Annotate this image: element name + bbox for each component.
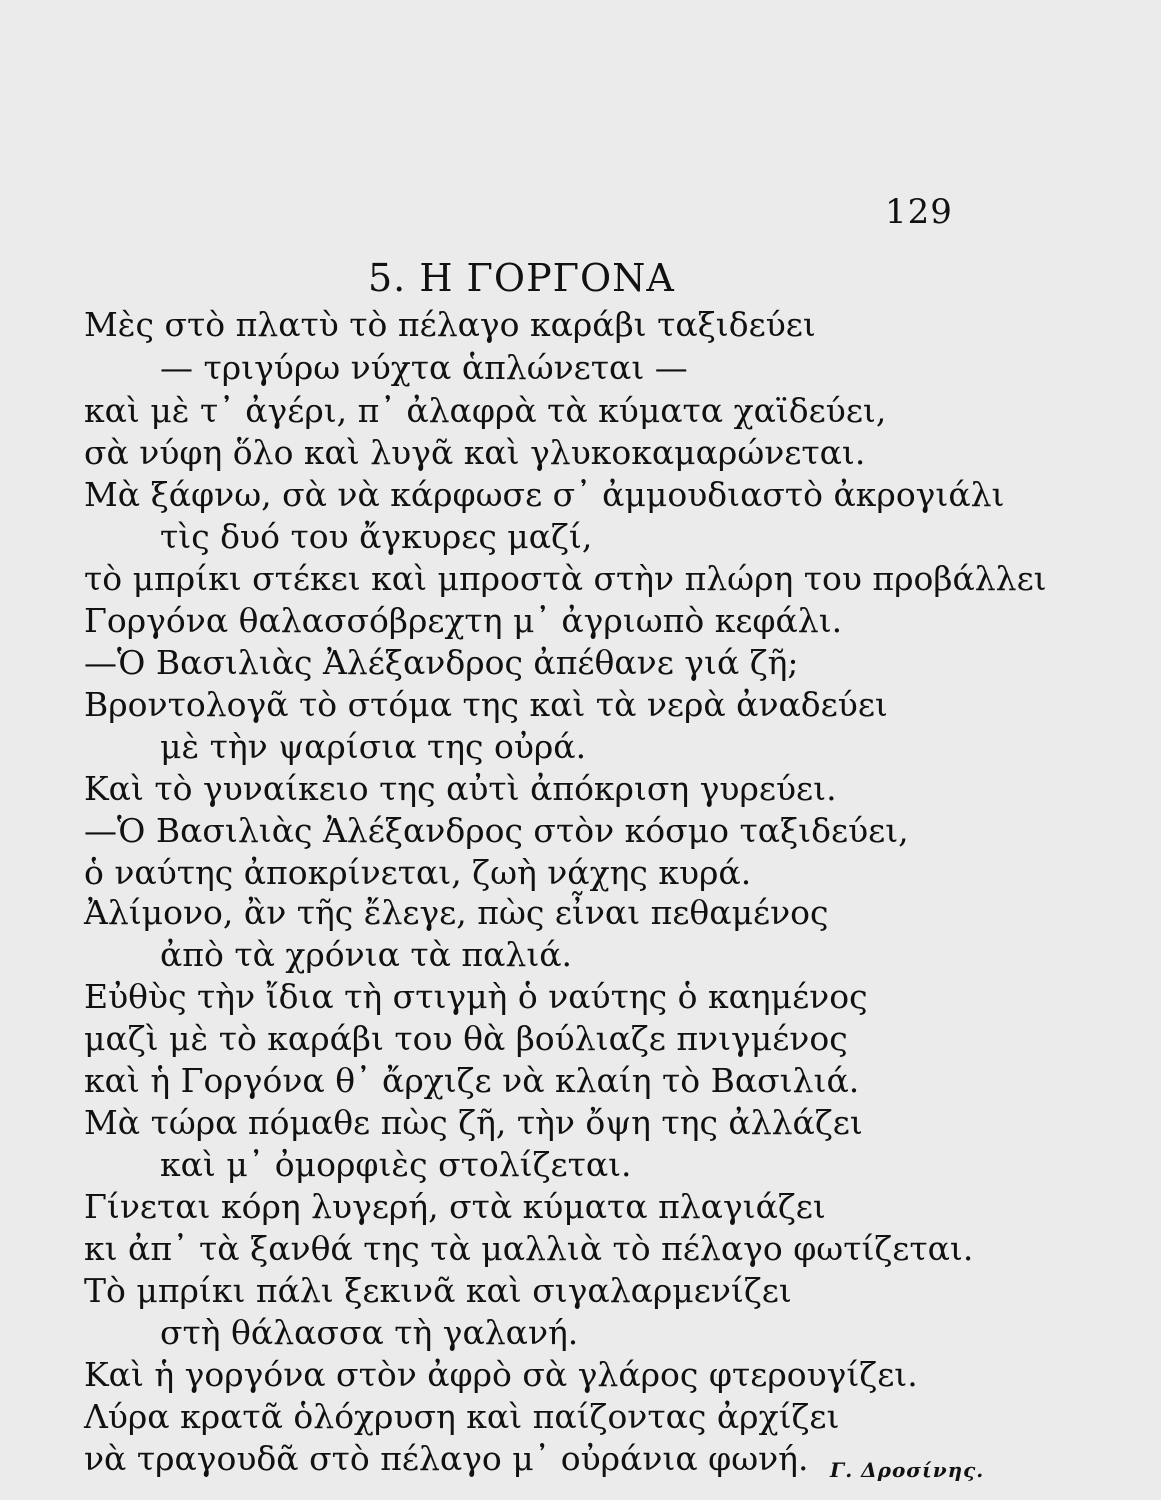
poem-line: Μὲς στὸ πλατὺ τὸ πέλαγο καράβι ταξιδεύει — [84, 305, 816, 344]
poem-line: Μὰ τώρα πόμαθε πὼς ζῆ, τὴν ὄψη της ἀλλάζει — [84, 1103, 863, 1142]
poem-line: Βροντολογᾶ τὸ στόμα της καὶ τὰ νερὰ ἀναδεύει — [84, 685, 888, 724]
poem-line: Καὶ ἡ γοργόνα στὸν ἀφρὸ σὰ γλάρος φτερουγίζει. — [84, 1355, 918, 1394]
poem-line: ὁ ναύτης ἀποκρίνεται, ζωὴ νάχης κυρά. — [84, 853, 752, 892]
poem-line: Καὶ τὸ γυναίκειο της αὐτὶ ἀπόκριση γυρεύει. — [84, 769, 837, 808]
poem-line: μαζὶ μὲ τὸ καράβι του θὰ βούλιαζε πνιγμένος — [84, 1019, 848, 1058]
poem-line: στὴ θάλασσα τὴ γαλανή. — [160, 1313, 579, 1352]
poem-line: — τριγύρω νύχτα ἁπλώνεται — — [160, 348, 688, 387]
page-number: 129 — [885, 192, 953, 232]
poem-line: νὰ τραγουδᾶ στὸ πέλαγο μ᾿ οὐράνια φωνή. — [84, 1439, 809, 1478]
poem-line: Μὰ ξάφνω, σὰ νὰ κάρφωσε σ᾿ ἀμμουδιαστὸ ἀκρογιάλι — [84, 475, 1005, 514]
poem-line: καὶ μ᾿ ὀμορφιὲς στολίζεται. — [160, 1145, 632, 1184]
poem-title: 5. Η ΓΟΡΓΟΝΑ — [368, 256, 675, 300]
poem-line: Γίνεται κόρη λυγερή, στὰ κύματα πλαγιάζει — [84, 1187, 826, 1226]
author-signature: Γ. Δροσίνης. — [830, 1458, 985, 1482]
poem-line: ἀπὸ τὰ χρόνια τὰ παλιά. — [160, 935, 573, 974]
poem-line: Εὐθὺς τὴν ἴδια τὴ στιγμὴ ὁ ναύτης ὁ καημένος — [84, 977, 868, 1016]
poem-line: καὶ μὲ τ᾿ ἀγέρι, π᾿ ἀλαφρὰ τὰ κύματα χαϊδεύει, — [84, 391, 887, 430]
poem-line: τὶς δυό του ἄγκυρες μαζί, — [160, 517, 593, 556]
poem-line: τὸ μπρίκι στέκει καὶ μπροστὰ στὴν πλώρη του προβάλλει — [84, 559, 1047, 598]
poem-line: —Ὁ Βασιλιὰς Ἀλέξανδρος ἀπέθανε γιά ζῆ; — [84, 643, 799, 682]
poem-line: καὶ ἡ Γοργόνα θ᾿ ἄρχιζε νὰ κλαίη τὸ Βασιλιά. — [84, 1061, 860, 1100]
poem-line: σὰ νύφη ὅλο καὶ λυγᾶ καὶ γλυκοκαμαρώνεται. — [84, 433, 866, 472]
poem-line: Ἀλίμονο, ἂν τῆς ἔλεγε, πὼς εἶναι πεθαμένος — [84, 893, 829, 932]
poem-line: Τὸ μπρίκι πάλι ξεκινᾶ καὶ σιγαλαρμενίζει — [84, 1271, 792, 1310]
poem-line: —Ὁ Βασιλιὰς Ἀλέξανδρος στὸν κόσμο ταξιδεύει, — [84, 811, 909, 850]
poem-line: Γοργόνα θαλασσόβρεχτη μ᾿ ἀγριωπὸ κεφάλι. — [84, 601, 843, 640]
poem-line: μὲ τὴν ψαρίσια της οὐρά. — [160, 727, 587, 766]
poem-line: κι ἀπ᾿ τὰ ξανθά της τὰ μαλλιὰ τὸ πέλαγο φωτίζεται. — [84, 1229, 974, 1268]
poem-line: Λύρα κρατᾶ ὁλόχρυση καὶ παίζοντας ἀρχίζει — [84, 1397, 840, 1436]
